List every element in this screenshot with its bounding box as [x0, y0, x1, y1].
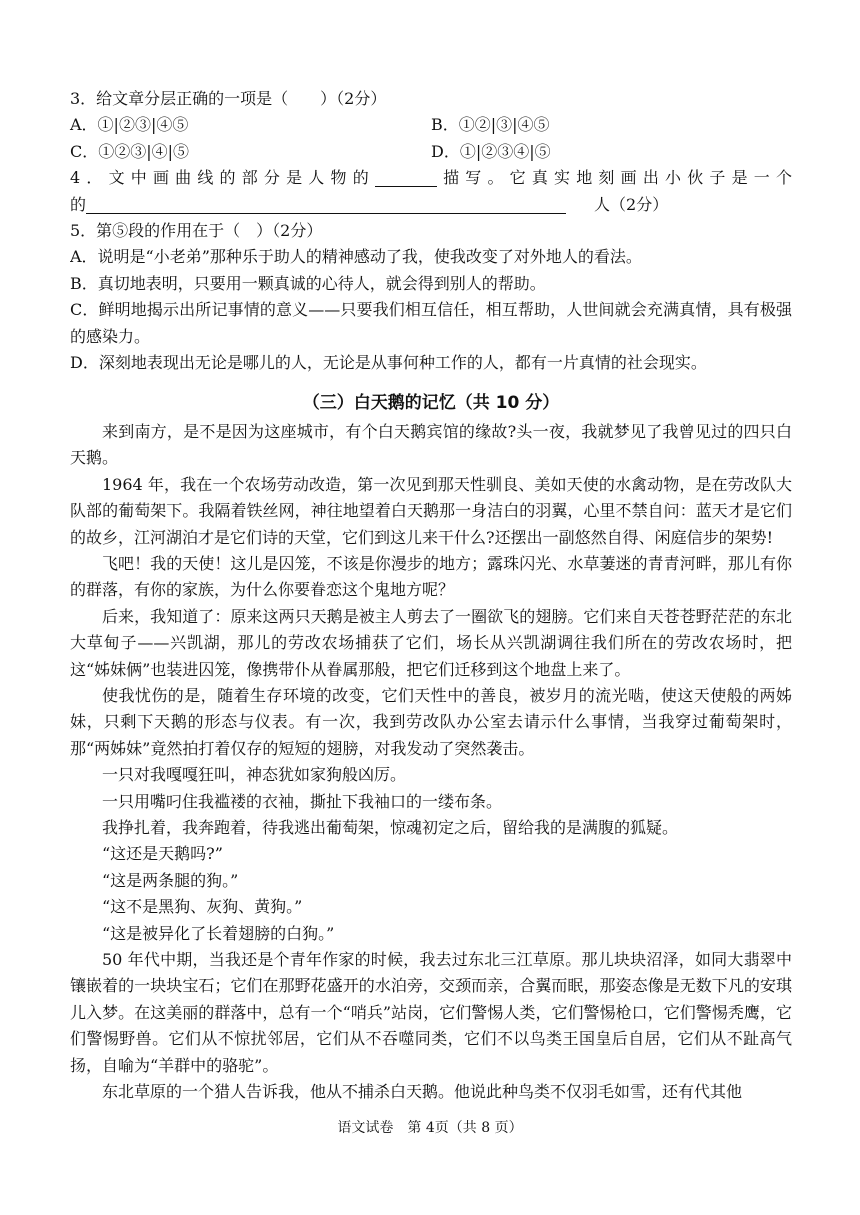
article-paragraph-13: 50 年代中期，当我还是个青年作家的时候，我去过东北三江草原。那儿块块沼泽，如同大翡翠中镶嵌着的一块块宝石；它们在那野花盛开的水泊旁，交颈而亲，合翼而眠，那姿态像是无数下凡的安琪儿入梦。在这美丽的群落中，总有一个“哨兵”站岗，它们警惕人类，它们警惕枪口，它们警惕秃鹰，它们警惕野兽。它们从不惊扰邻居，它们从不吞噬同类，它们不以鸟类王国皇后自居，它们从不趾高气扬，自喻为“羊群中的骆驼”。 [70, 950, 792, 1075]
article-paragraph-7: 一只用嘴叼住我褴褛的衣袖，撕扯下我袖口的一缕布条。 [102, 791, 503, 811]
article-body [70, 419, 792, 1106]
question-3-option-a: A．①|②③|④⑤ [70, 115, 189, 135]
article-paragraph-11: “这不是黑狗、灰狗、黄狗。” [102, 897, 303, 917]
article-paragraph-10: “这是两条腿的狗。” [102, 870, 239, 890]
article-paragraph-14: 东北草原的一个猎人告诉我，他从不捕杀白天鹅。他说此种鸟类不仅羽毛如雪，还有代其他 [102, 1082, 743, 1102]
article-paragraph-12: “这是被异化了长着翅膀的白狗。” [102, 923, 335, 943]
question-3-options-row-2 [70, 139, 792, 165]
article-paragraph-2: 1964 年，我在一个农场劳动改造，第一次见到那天性驯良、美如天使的水禽动物，是在劳改队大队部的葡萄架下。我隔着铁丝网，神往地望着白天鹅那一身洁白的羽翼，心里不禁自问：蓝天才是它们的故乡，江河湖泊才是它们诗的天堂，它们到这儿来干什么?还摆出一副悠然自得、闲庭信步的架势! [70, 474, 792, 547]
question-4-text-4: 人（2分） [594, 194, 669, 214]
question-5-option-c: C．鲜明地揭示出所记事情的意义——只要我们相互信任，相互帮助，人世间就会充满真情，具有极强的感染力。 [70, 300, 792, 346]
question-4-blank-2[interactable] [86, 197, 566, 214]
page-content [70, 86, 792, 1105]
question-4-line-2 [70, 192, 792, 218]
question-5-option-b: B．真切地表明，只要用一颗真诚的心待人，就会得到别人的帮助。 [70, 273, 546, 293]
article-paragraph-3: 飞吧！我的天使！这儿是囚笼，不该是你漫步的地方；露珠闪光、水草萋迷的青青河畔，那儿有你的群落，有你的家族，为什么你要眷恋这个鬼地方呢？ [70, 553, 792, 600]
question-3-stem: 3．给文章分层正确的一项是（ ）（2分） [70, 89, 387, 108]
article-paragraph-8: 我挣扎着，我奔跑着，待我逃出葡萄架，惊魂初定之后，留给我的是满腹的狐疑。 [102, 817, 679, 837]
question-5-option-a: A．说明是“小老弟”那种乐于助人的精神感动了我，使我改变了对外地人的看法。 [70, 247, 642, 267]
question-3-options-row-1 [70, 112, 792, 138]
article-paragraph-4: 后来，我知道了：原来这两只天鹅是被主人剪去了一圈欲飞的翅膀。它们来自天苍苍野茫茫的东北大草甸子——兴凯湖，那儿的劳改农场捕获了它们，场长从兴凯湖调往我们所在的劳改农场时，把这“姊妹俩”也装进囚笼，像携带仆从眷属那般，把它们迁移到这个地盘上来了。 [70, 606, 792, 679]
question-4-text-1: 4．文中画曲线的部分是人物的 [70, 168, 375, 188]
article-paragraph-1: 来到南方，是不是因为这座城市，有个白天鹅宾馆的缘故?头一夜，我就梦见了我曾见过的四只白天鹅。 [70, 421, 792, 468]
question-4-text-2: 描写。它真实地刻画出小伙子是一个 [436, 168, 792, 188]
question-3-option-b: B．①②|③|④⑤ [431, 115, 550, 135]
question-3-option-c: C．①②③|④|⑤ [70, 141, 190, 161]
question-3-option-d: D．①|②③④|⑤ [431, 141, 551, 161]
page-footer: 语文试卷 第 4页（共 8 页） [337, 1120, 523, 1136]
question-5-option-d: D．深刻地表现出无论是哪儿的人，无论是从事何种工作的人，都有一片真情的社会现实。 [70, 353, 707, 373]
question-4-line-1 [70, 165, 792, 191]
article-paragraph-6: 一只对我嘎嘎狂叫，神态犹如家狗般凶厉。 [102, 765, 407, 785]
question-4-text-3: 的 [70, 194, 87, 214]
question-5-stem: 5．第⑤段的作用在于（ ）（2分） [70, 221, 323, 241]
question-4-blank-1[interactable] [375, 170, 437, 187]
article-paragraph-9: “这还是天鹅吗?” [102, 844, 223, 864]
article-paragraph-5: 使我忧伤的是，随着生存环境的改变，它们天性中的善良，被岁月的流光啮，使这天使般的两姊妹，只剩下天鹅的形态与仪表。有一次，我到劳改队办公室去请示什么事情，当我穿过葡萄架时，那“两姊妹”竟然拍打着仅存的短短的翅膀，对我发动了突然袭击。 [70, 685, 792, 758]
section-title: （三）白天鹅的记忆（共 10 分） [302, 393, 560, 414]
